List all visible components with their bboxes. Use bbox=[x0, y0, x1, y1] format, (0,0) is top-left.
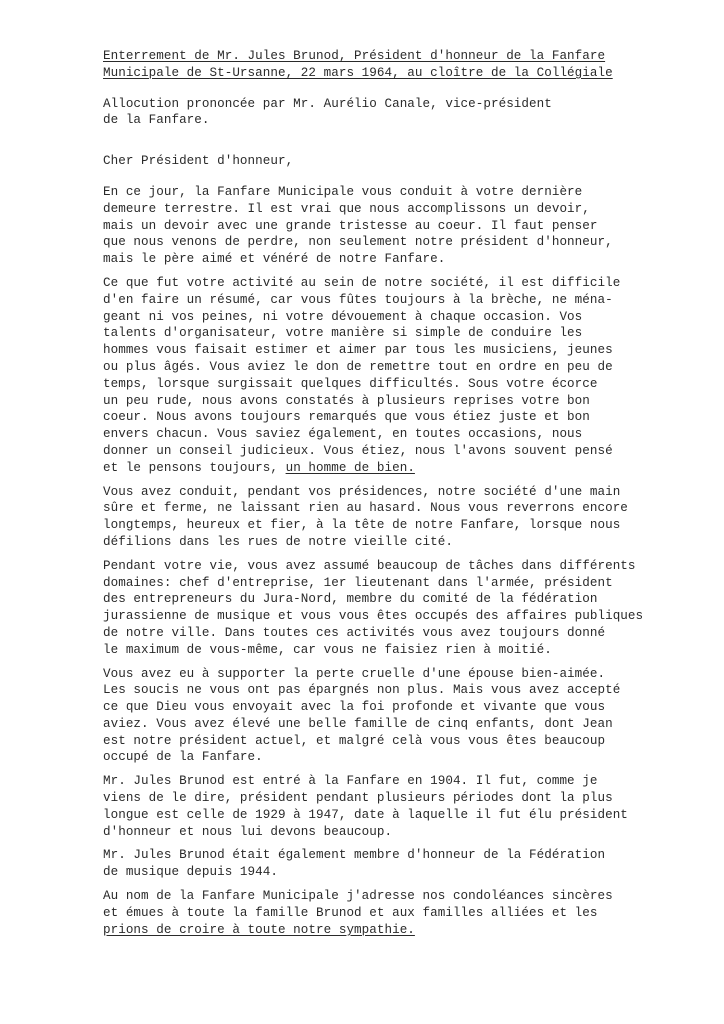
intro-line-1: Allocution prononcée par Mr. Aurélio Canale, vice-président bbox=[103, 96, 552, 111]
paragraph-line: Au nom de la Fanfare Municipale j'adresse nos condoléances sincères bbox=[103, 889, 613, 904]
salutation bbox=[103, 153, 704, 170]
paragraph-7 bbox=[103, 847, 704, 881]
paragraph-line: ou plus âgés. Vous aviez le don de remettre tout en ordre en peu de bbox=[103, 359, 613, 374]
paragraph-line: donner un conseil judicieux. Vous étiez, nous l'avons souvent pensé bbox=[103, 443, 613, 458]
speech-introduction bbox=[103, 96, 704, 130]
paragraph-line: domaines: chef d'entreprise, 1er lieutenant dans l'armée, président bbox=[103, 575, 613, 590]
paragraph-2 bbox=[103, 275, 704, 477]
paragraph-line: de musique depuis 1944. bbox=[103, 865, 278, 880]
paragraph-line: sûre et ferme, ne laissant rien au hasard. Nous vous reverrons encore bbox=[103, 501, 628, 516]
paragraph-line: ce que Dieu vous envoyait avec la foi profonde et vivante que vous bbox=[103, 700, 606, 715]
paragraph-line: que nous venons de perdre, non seulement notre président d'honneur, bbox=[103, 235, 613, 250]
header-line-2: Municipale de St-Ursanne, 22 mars 1964, au cloître de la Collégiale bbox=[103, 65, 613, 80]
paragraph-line: envers chacun. Vous saviez également, en toutes occasions, nous bbox=[103, 427, 583, 442]
paragraph-line: d'en faire un résumé, car vous fûtes toujours à la brèche, ne ména- bbox=[103, 292, 613, 307]
paragraph-line: coeur. Nous avons toujours remarqués que vous étiez juste et bon bbox=[103, 410, 590, 425]
intro-line-2: de la Fanfare. bbox=[103, 113, 210, 128]
header-line-1: Enterrement de Mr. Jules Brunod, Président d'honneur de la Fanfare bbox=[103, 49, 606, 63]
paragraph-line: de notre ville. Dans toutes ces activités vous avez toujours donné bbox=[103, 625, 606, 640]
paragraph-line: longue est celle de 1929 à 1947, date à laquelle il fut élu président bbox=[103, 807, 628, 822]
paragraph-line: geant ni vos peines, ni votre dévouement à chaque occasion. Vos bbox=[103, 309, 583, 324]
paragraph-line: mais un devoir avec une grande tristesse au coeur. Il faut penser bbox=[103, 218, 598, 233]
underlined-phrase: un homme de bien. bbox=[285, 460, 415, 475]
paragraph-line: défilions dans les rues de notre vieille cité. bbox=[103, 534, 453, 549]
paragraph-line: temps, lorsque surgissait quelques difficultés. Sous votre écorce bbox=[103, 376, 598, 391]
paragraph-line: mais le père aimé et vénéré de notre Fanfare. bbox=[103, 252, 446, 267]
paragraph-line: talents d'organisateur, votre manière si simple de conduire les bbox=[103, 326, 583, 341]
paragraph-line: viens de le dire, président pendant plusieurs périodes dont la plus bbox=[103, 791, 613, 806]
paragraph-3 bbox=[103, 484, 704, 551]
paragraph-line: un peu rude, nous avons constatés à plusieurs reprises votre bon bbox=[103, 393, 590, 408]
underlined-phrase: prions de croire à toute notre sympathie. bbox=[103, 922, 415, 937]
paragraph-line: est notre président actuel, et malgré celà vous vous êtes beaucoup bbox=[103, 733, 606, 748]
paragraph-8 bbox=[103, 888, 704, 938]
paragraph-line: Ce que fut votre activité au sein de notre société, il est difficile bbox=[103, 275, 621, 290]
paragraph-line: jurassienne de musique et vous vous êtes occupés des affaires publiques bbox=[103, 609, 644, 624]
paragraph-5 bbox=[103, 666, 704, 767]
salutation-line: Cher Président d'honneur, bbox=[103, 154, 294, 169]
paragraph-line: longtemps, heureux et fier, à la tête de notre Fanfare, lorsque nous bbox=[103, 518, 621, 533]
paragraph-line: hommes vous faisait estimer et aimer par tous les musiciens, jeunes bbox=[103, 343, 613, 358]
paragraph-1 bbox=[103, 184, 704, 268]
paragraph-text: et le pensons toujours, bbox=[103, 460, 286, 475]
paragraph-line: Mr. Jules Brunod était également membre d'honneur de la Fédération bbox=[103, 848, 606, 863]
paragraph-line: En ce jour, la Fanfare Municipale vous conduit à votre dernière bbox=[103, 184, 583, 199]
paragraph-line bbox=[103, 460, 704, 477]
paragraph-line: des entrepreneurs du Jura-Nord, membre du comité de la fédération bbox=[103, 592, 598, 607]
paragraph-6 bbox=[103, 773, 704, 840]
paragraph-line: le maximum de vous-même, car vous ne faisiez rien à moitié. bbox=[103, 642, 552, 657]
paragraph-line: aviez. Vous avez élevé une belle famille de cinq enfants, dont Jean bbox=[103, 716, 613, 731]
paragraph-4 bbox=[103, 558, 704, 659]
paragraph-line: Mr. Jules Brunod est entré à la Fanfare en 1904. Il fut, comme je bbox=[103, 774, 598, 789]
paragraph-line bbox=[103, 922, 704, 939]
paragraph-line: occupé de la Fanfare. bbox=[103, 750, 263, 765]
paragraph-line: Les soucis ne vous ont pas épargnés non plus. Mais vous avez accepté bbox=[103, 683, 621, 698]
paragraph-line: Vous avez eu à supporter la perte cruelle d'une épouse bien-aimée. bbox=[103, 666, 606, 681]
document-header bbox=[103, 48, 704, 82]
paragraph-line: Pendant votre vie, vous avez assumé beaucoup de tâches dans différents bbox=[103, 558, 636, 573]
paragraph-line: d'honneur et nous lui devons beaucoup. bbox=[103, 824, 393, 839]
paragraph-line: Vous avez conduit, pendant vos présidences, notre société d'une main bbox=[103, 484, 621, 499]
paragraph-line: et émues à toute la famille Brunod et aux familles alliées et les bbox=[103, 905, 598, 920]
paragraph-line: demeure terrestre. Il est vrai que nous accomplissons un devoir, bbox=[103, 201, 590, 216]
